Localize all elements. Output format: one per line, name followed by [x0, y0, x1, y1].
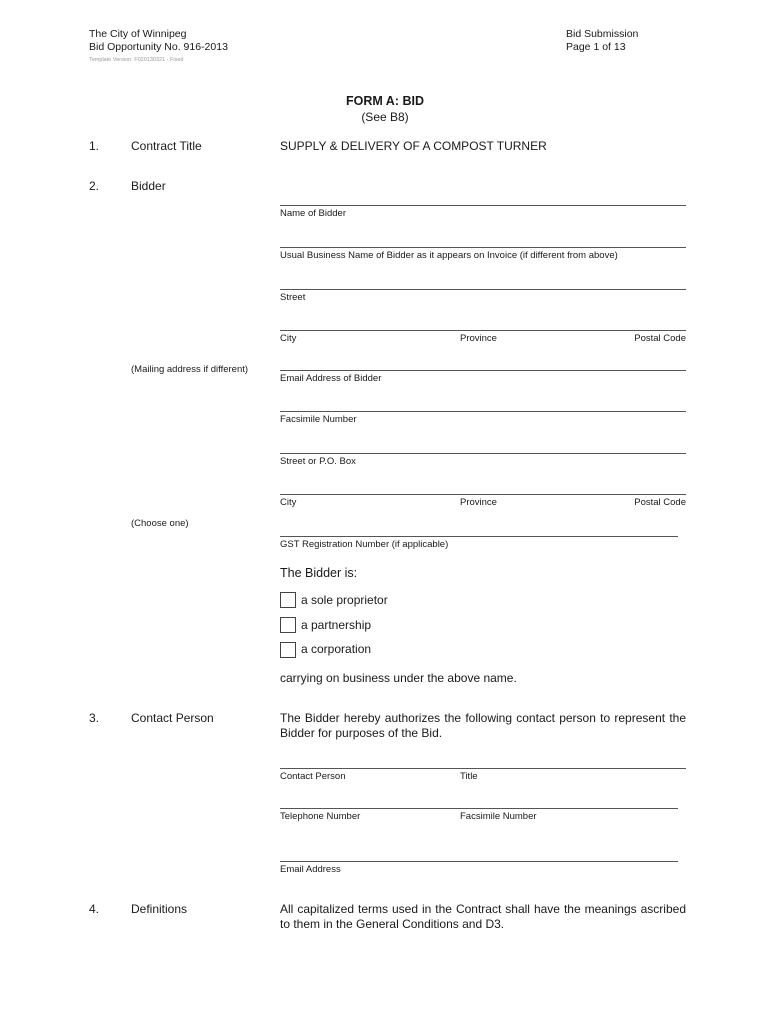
contact-email-label: Email Address — [280, 864, 341, 875]
header-bid-opportunity: Bid Opportunity No. 916-2013 — [89, 41, 228, 53]
header-page-number: Page 1 of 13 — [566, 41, 626, 53]
section-1-number: 1. — [89, 139, 100, 153]
section-1-title: Contract Title — [131, 139, 202, 153]
city-province-postal-field[interactable] — [280, 330, 686, 331]
contact-fax-label: Facsimile Number — [460, 811, 537, 822]
form-title: FORM A: BID — [346, 94, 424, 108]
choose-one-note: (Choose one) — [131, 518, 189, 529]
contact-email-field[interactable] — [280, 861, 678, 862]
section-3-title: Contact Person — [131, 711, 214, 725]
definitions-text: All capitalized terms used in the Contract shall have the meanings ascribed to them in the General Conditions and D3. — [280, 902, 686, 931]
partnership-checkbox[interactable] — [280, 617, 296, 633]
gst-registration-field[interactable] — [280, 536, 678, 537]
city-label-2: City — [280, 497, 297, 508]
street-field[interactable] — [280, 289, 686, 290]
header-template-version: Template Version: F020130321 - Fixed — [89, 57, 184, 63]
section-2-title: Bidder — [131, 179, 166, 193]
street-po-box-label: Street or P.O. Box — [280, 456, 356, 467]
corporation-label: a corporation — [301, 642, 372, 656]
name-of-bidder-field[interactable] — [280, 205, 686, 206]
section-4-title: Definitions — [131, 902, 188, 916]
postal-code-label-2: Postal Code — [634, 497, 686, 508]
business-name-label: Usual Business Name of Bidder as it appears on Invoice (if different from above) — [280, 250, 618, 261]
header-org: The City of Winnipeg — [89, 28, 187, 40]
email-field[interactable] — [280, 370, 686, 371]
street-label: Street — [280, 292, 306, 303]
section-4-number: 4. — [89, 902, 100, 916]
gst-registration-label: GST Registration Number (if applicable) — [280, 539, 449, 550]
partnership-label: a partnership — [301, 618, 372, 632]
province-label: Province — [460, 333, 497, 344]
carrying-on-business-text: carrying on business under the above name. — [280, 671, 517, 685]
business-name-field[interactable] — [280, 247, 686, 248]
section-3-number: 3. — [89, 711, 100, 725]
postal-code-label: Postal Code — [634, 333, 686, 344]
city-province-postal-field-2[interactable] — [280, 494, 686, 495]
city-label: City — [280, 333, 297, 344]
section-2-number: 2. — [89, 179, 100, 193]
province-label-2: Province — [460, 497, 497, 508]
street-po-box-field[interactable] — [280, 453, 686, 454]
mailing-address-note: (Mailing address if different) — [131, 364, 249, 375]
telephone-number-label: Telephone Number — [280, 811, 361, 822]
contract-title-value: SUPPLY & DELIVERY OF A COMPOST TURNER — [280, 139, 547, 153]
contact-person-label: Contact Person — [280, 771, 346, 782]
contact-person-authorization-text: The Bidder hereby authorizes the following contact person to represent the Bidder for purposes of the Bid. — [280, 711, 686, 740]
sole-proprietor-checkbox[interactable] — [280, 592, 296, 608]
corporation-checkbox[interactable] — [280, 642, 296, 658]
contact-title-label: Title — [460, 771, 478, 782]
fax-label: Facsimile Number — [280, 414, 357, 425]
form-subtitle: (See B8) — [361, 110, 409, 124]
bidder-is-heading: The Bidder is: — [280, 566, 358, 580]
name-of-bidder-label: Name of Bidder — [280, 208, 347, 219]
fax-field[interactable] — [280, 411, 686, 412]
sole-proprietor-label: a sole proprietor — [301, 593, 388, 607]
contact-person-field[interactable] — [280, 768, 686, 769]
email-label: Email Address of Bidder — [280, 373, 382, 384]
contact-phone-fax-field[interactable] — [280, 808, 678, 809]
header-doc-type: Bid Submission — [566, 28, 639, 40]
